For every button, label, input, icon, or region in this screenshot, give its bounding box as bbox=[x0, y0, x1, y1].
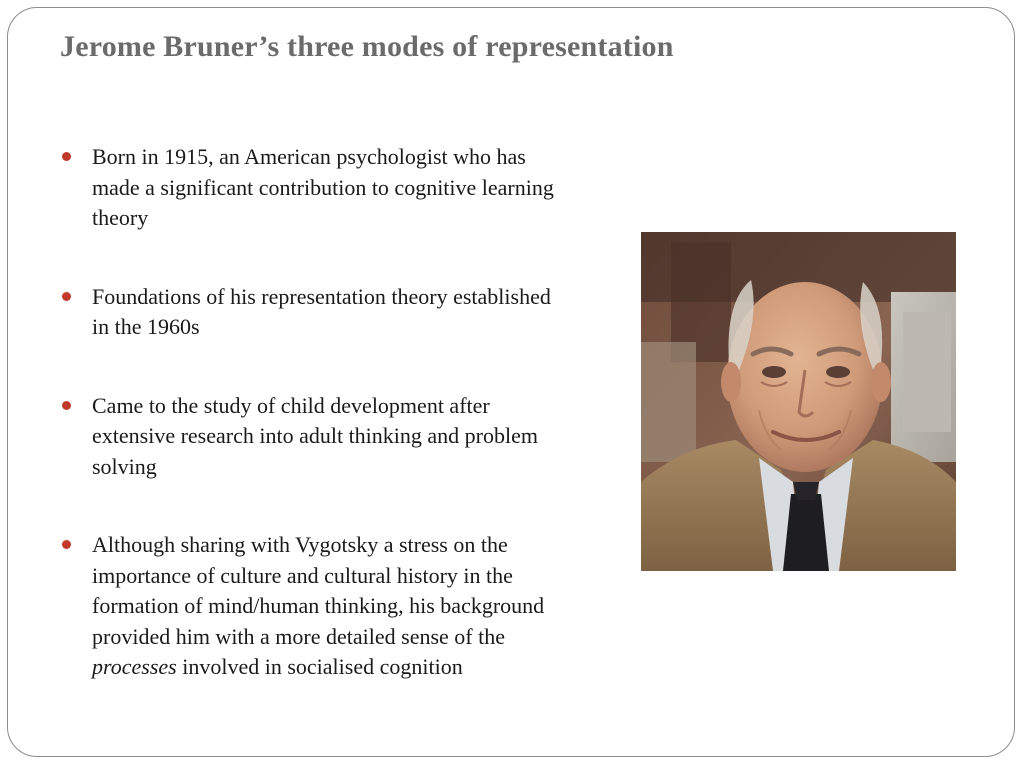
bullet-dot-icon bbox=[62, 401, 71, 410]
bullet-item-birth bbox=[62, 142, 562, 234]
bullet-text-after: involved in socialised cognition bbox=[176, 654, 463, 679]
bullet-text: Foundations of his representation theory established in the 1960s bbox=[92, 283, 551, 339]
bullet-item-child-development bbox=[62, 391, 562, 483]
bullet-item-foundations bbox=[62, 282, 562, 343]
portrait-photo bbox=[641, 232, 956, 571]
bullet-text: Born in 1915, an American psychologist who has made a significant contribution to cognitive learning theory bbox=[92, 144, 554, 230]
bullet-text: Came to the study of child development after extensive research into adult thinking and problem solving bbox=[92, 392, 538, 479]
bullet-list bbox=[62, 142, 562, 683]
bullet-text-before: Although sharing with Vygotsky a stress on the importance of culture and cultural history in the formation of mind/human thinking, his background provided him with a more detailed sense of the bbox=[92, 532, 545, 649]
bullet-item-vygotsky bbox=[62, 530, 562, 683]
bullet-dot-icon bbox=[62, 292, 71, 301]
bullet-text-emphasis: processes bbox=[92, 654, 177, 679]
bullet-dot-icon bbox=[62, 540, 71, 549]
bullet-dot-icon bbox=[62, 152, 71, 161]
slide-title: Jerome Bruner’s three modes of representation bbox=[60, 30, 674, 63]
